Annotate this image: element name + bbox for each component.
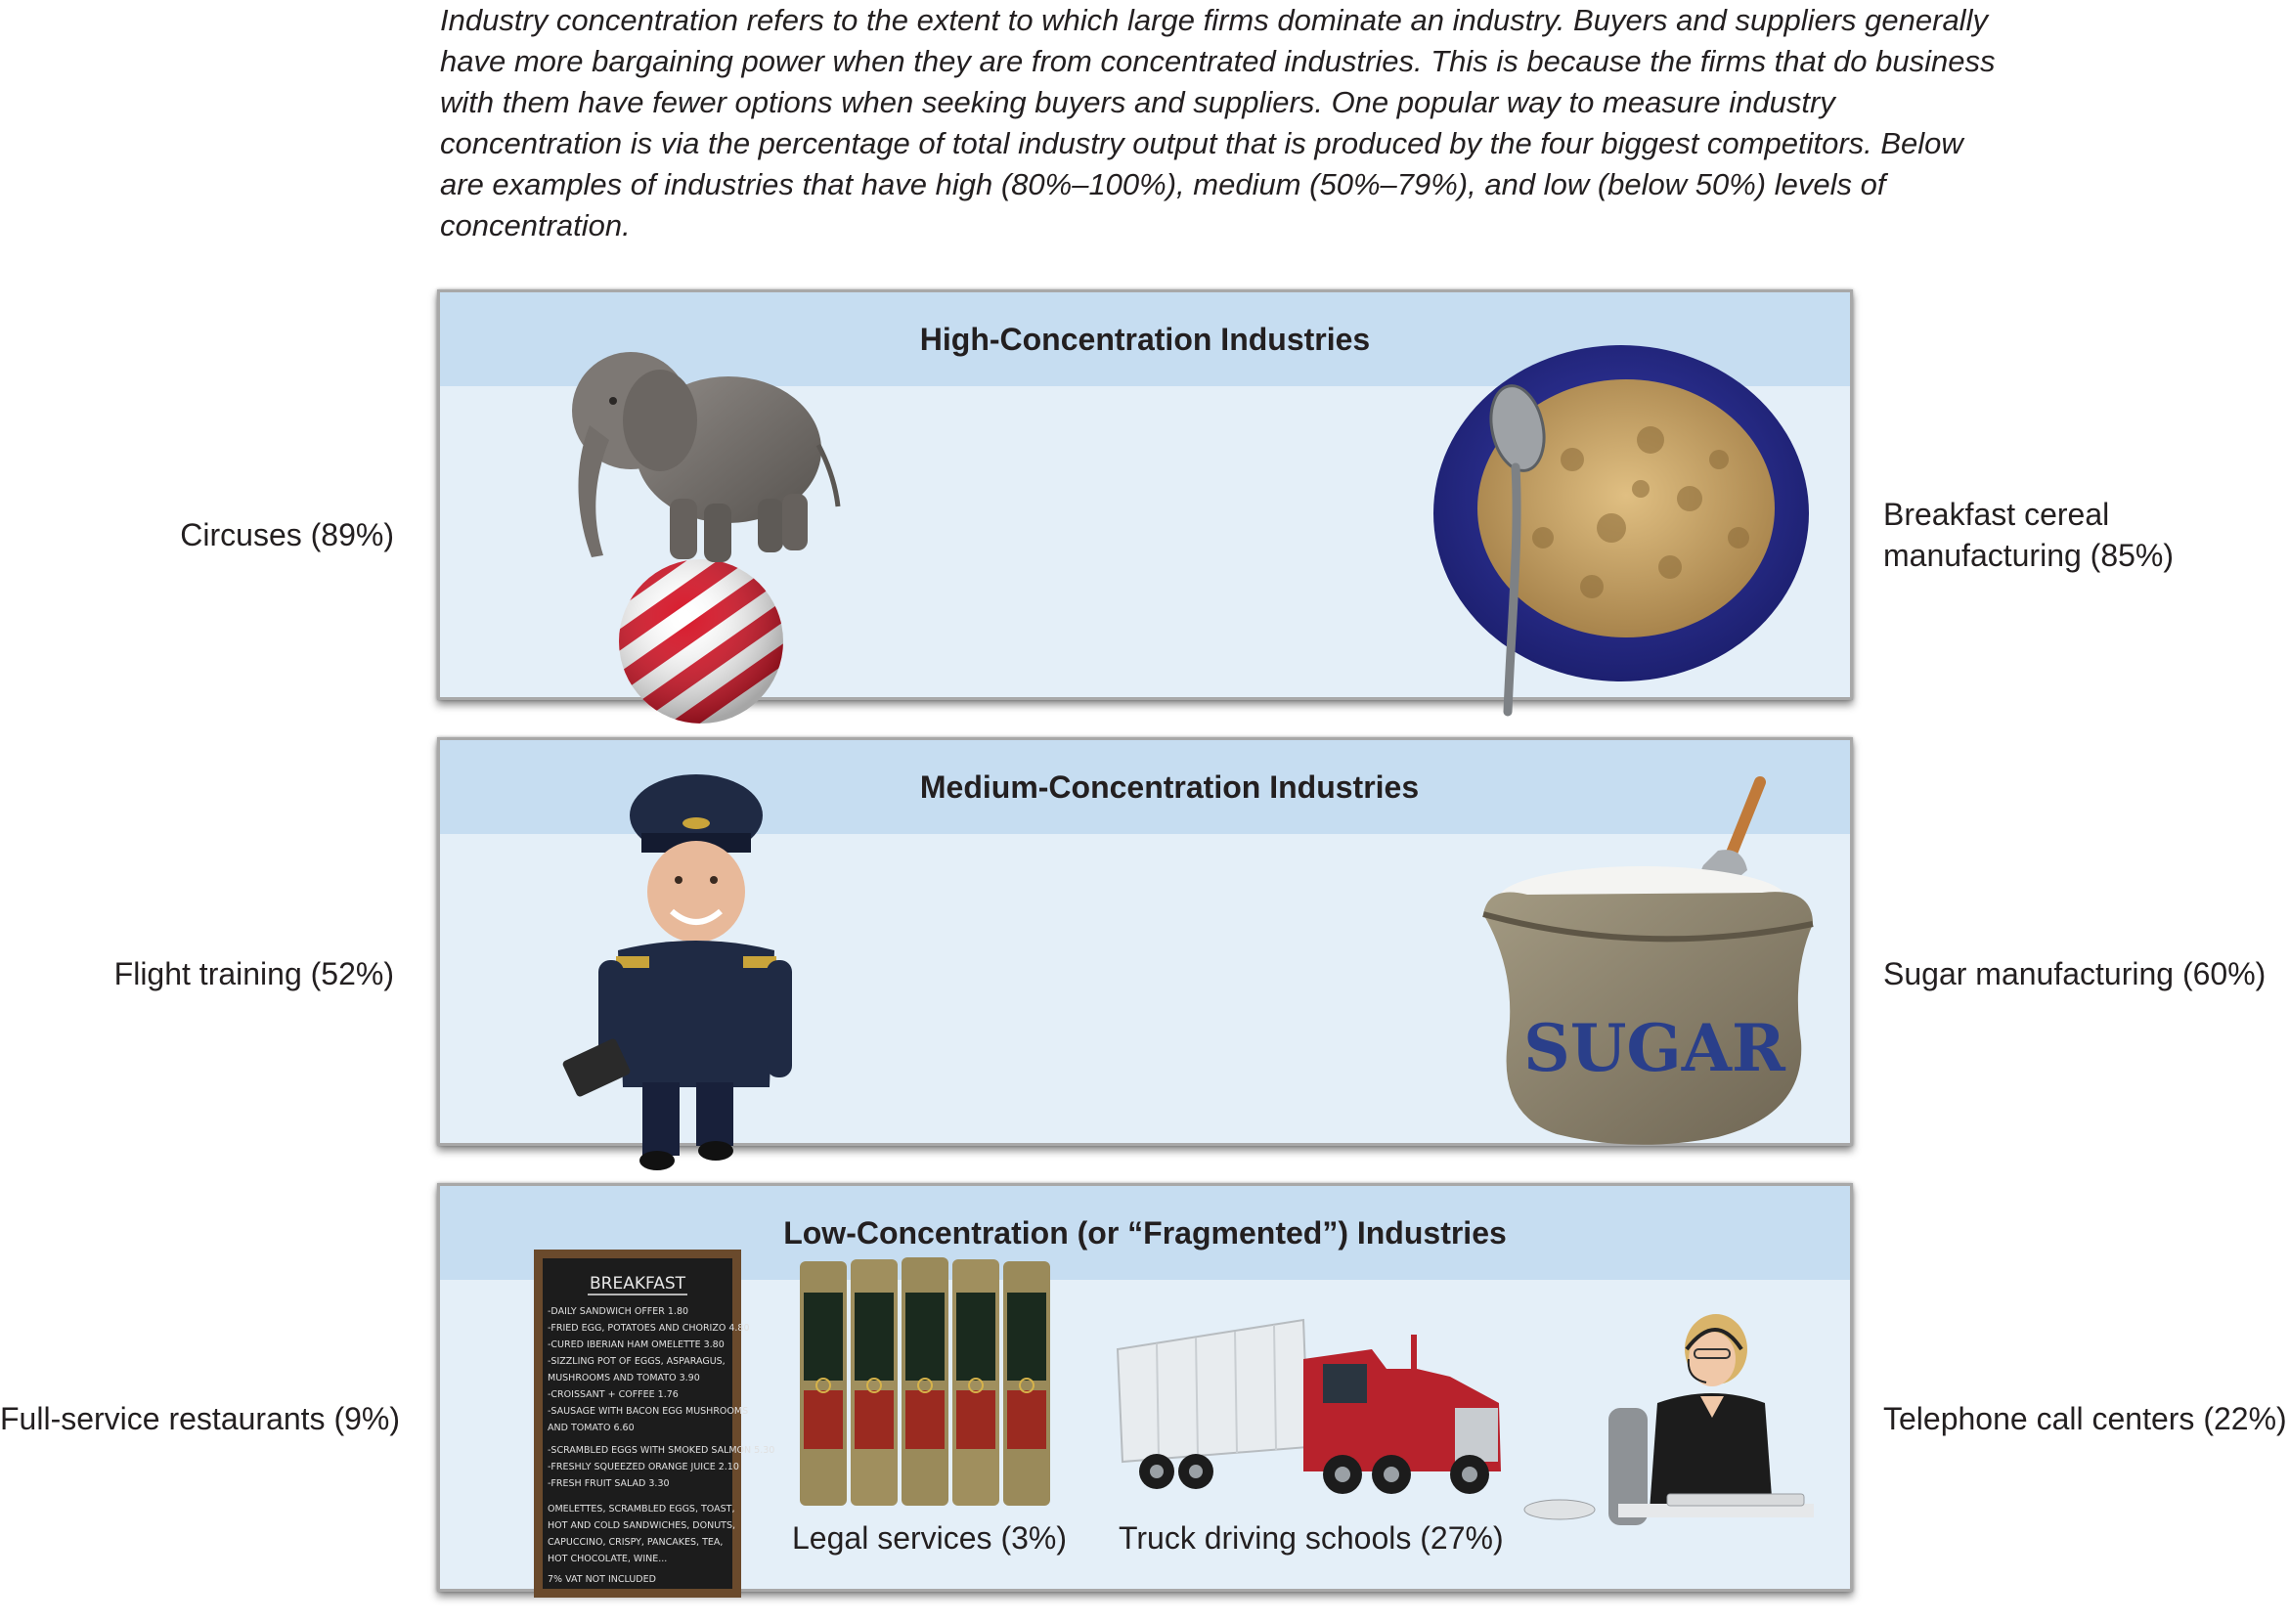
menu-line: HOT CHOCOLATE, WINE... bbox=[548, 1554, 668, 1564]
menu-line: 7% VAT NOT INCLUDED bbox=[548, 1574, 656, 1585]
label-legal-services: Legal services (3%) bbox=[792, 1520, 1067, 1556]
sugar-sack-text: SUGAR bbox=[1523, 1010, 1785, 1086]
menu-line: -FRIED EGG, POTATOES AND CHORIZO 4.80 bbox=[548, 1323, 750, 1334]
sugar-sack-image bbox=[1469, 777, 1830, 1149]
label-truck-driving-schools: Truck driving schools (27%) bbox=[1119, 1520, 1504, 1556]
menu-line: OMELETTES, SCRAMBLED EGGS, TOAST, bbox=[548, 1504, 735, 1514]
menu-line: -SIZZLING POT OF EGGS, ASPARAGUS, bbox=[548, 1356, 726, 1367]
panel-title-medium: Medium-Concentration Industries bbox=[440, 740, 1850, 834]
menu-chalkboard-image bbox=[534, 1250, 775, 1598]
label-flight-training: Flight training (52%) bbox=[113, 956, 394, 991]
panel-title-low: Low-Concentration (or “Fragmented”) Industries bbox=[440, 1186, 1850, 1280]
menu-line: -DAILY SANDWICH OFFER 1.80 bbox=[548, 1306, 689, 1317]
label-sugar-manufacturing: Sugar manufacturing (60%) bbox=[1883, 956, 2267, 991]
menu-line: -SAUSAGE WITH BACON EGG MUSHROOMS bbox=[548, 1406, 749, 1417]
menu-line: -FRESH FRUIT SALAD 3.30 bbox=[548, 1478, 670, 1489]
intro-paragraph: Industry concentration refers to the extent to which large firms dominate an industry. Buyers and suppliers generally have more bargaining power when they are from concentrated industries. This is because the firms that do business with them have fewer options when seeking buyers and suppliers. One popular way to measure industry concentration is via the percentage of total industry output that is produced by the four biggest competitors. Below are examples of industries that have high (80%–100%), medium (50%–79%), and low (below 50%) levels of concentration. bbox=[440, 3, 1996, 242]
call-center-operator-image bbox=[1520, 1310, 1814, 1545]
label-circuses: Circuses (89%) bbox=[180, 517, 394, 552]
menu-line: MUSHROOMS AND TOMATO 3.90 bbox=[548, 1373, 700, 1383]
label-full-service-restaurants: Full-service restaurants (9%) bbox=[0, 1401, 400, 1436]
menu-line: AND TOMATO 6.60 bbox=[548, 1423, 635, 1433]
law-books-image bbox=[800, 1253, 1050, 1508]
menu-title: BREAKFAST bbox=[589, 1274, 686, 1294]
menu-line: -CURED IBERIAN HAM OMELETTE 3.80 bbox=[548, 1339, 725, 1350]
elephant-on-ball-image bbox=[562, 332, 856, 724]
pilot-image bbox=[559, 765, 823, 1175]
menu-line: CAPUCCINO, CRISPY, PANCAKES, TEA, bbox=[548, 1537, 724, 1548]
menu-line: -FRESHLY SQUEEZED ORANGE JUICE 2.10 bbox=[548, 1462, 739, 1472]
menu-line: HOT AND COLD SANDWICHES, DONUTS, bbox=[548, 1520, 735, 1531]
label-breakfast-cereal: Breakfast cereal manufacturing (85%) bbox=[1883, 497, 2175, 573]
menu-line: -CROISSANT + COFFEE 1.76 bbox=[548, 1389, 679, 1400]
menu-line: -SCRAMBLED EGGS WITH SMOKED SALMON 5.30 bbox=[548, 1445, 775, 1456]
semi-truck-image bbox=[1118, 1310, 1509, 1496]
cereal-bowl-image bbox=[1426, 342, 1817, 724]
panel-title-high: High-Concentration Industries bbox=[440, 292, 1850, 386]
label-telephone-call-centers: Telephone call centers (22%) bbox=[1883, 1401, 2287, 1436]
